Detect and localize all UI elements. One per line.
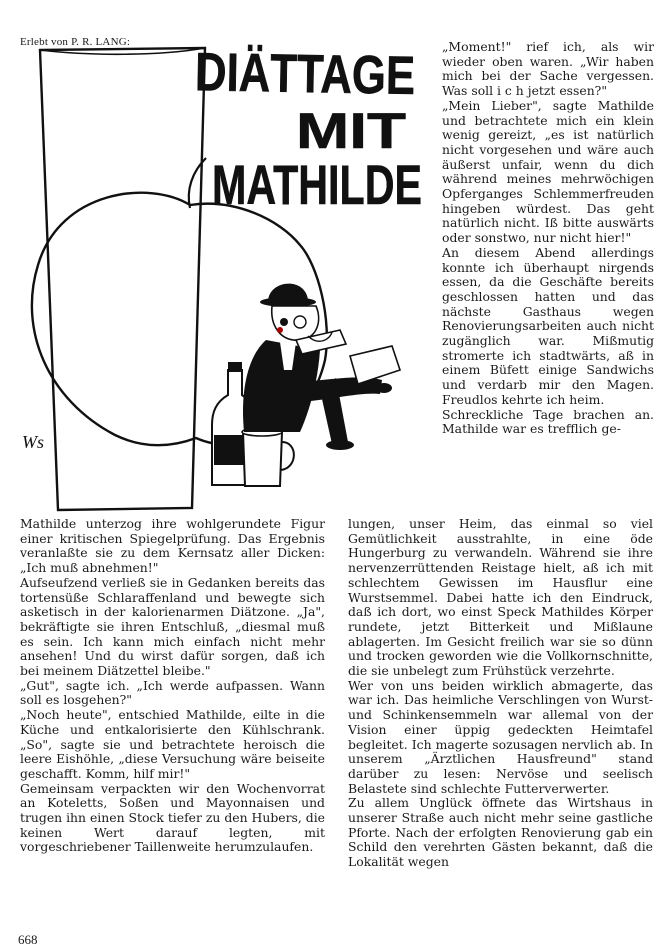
paragraph: lungen, unser Heim, das einmal so viel Gemütlichkeit ausstrahlte, in eine öde Hungerburg zu verwandeln. Während sie ihre nervenzerrüttenden Reistage hielt, aß ich mit schlechtem Gewissen im Hausflur eine Wurstsemmel. Dabei hatte ich den Eindruck, daß ich dort, wo einst Speck Mathildes Körper rundete, jetzt Bitterkeit und Mißlaune ablagerten. Im Gesicht freilich war sie so dünn und trocken geworden wie die Vollkornschnitte, die sie unbelegt zum Frühstück verzehrte.: [348, 516, 653, 679]
paragraph: „Noch heute", entschied Mathilde, eilte in die Küche und entkalorisierte den Kühlschrank. „So", sagte sie und betrachtete heroisch die leere Eishöhle, „diese Versuchung wäre beiseite geschafft. Komm, hilf mir!": [20, 707, 325, 781]
title-line-2: MIT: [296, 103, 406, 159]
paragraph: Gemeinsam verpackten wir den Wochenvorrat an Koteletts, Soßen und Mayonnaisen und trugen ihn einen Stock tiefer zu den Hubers, die keinen Wert darauf legten, mit vorgeschriebener Taillenweite herumzulaufen.: [20, 780, 325, 855]
artist-signature: Ws: [22, 432, 44, 452]
glass-outline: [40, 48, 205, 510]
paragraph: Aufseufzend verließ sie in Gedanken bereits das tortensüße Schlaraffenland und bewegte sich asketisch in der kalorienarmen Diätzone. „Ja", bekräftigte sie ihren Entschluß, „diesmal muß es sein. Ich kann mich einfach nicht mehr ansehen! Und du wirst dafür sorgen, daß ich bei meinem Diätzettel bleibe.": [20, 574, 325, 679]
paragraph: Wer von uns beiden wirklich abmagerte, das war ich. Das heimliche Verschlingen von Wurst- und Schinkensemmeln war allemal von der Vision einer üppig gedeckten Heimtafel begleitet. Ich magerte sozusagen nervlich ab. In unserem „Ärztlichen Hausfreund" stand darüber zu lesen: Nervöse und seelisch Belastete sind schlechte Futterverwerter.: [348, 677, 653, 796]
bottom-right-column: [348, 517, 653, 870]
paragraph: An diesem Abend allerdings konnte ich überhaupt nirgends essen, da die Geschäfte bereits geschlossen hatten und das nächste Gasthaus wegen Renovierungsarbeiten auch nicht zugänglich war. Mißmutig stromerte ich stadtwärts, aß in einem Büfett einige Sandwichs und verdarb mir den Magen. Freudlos kehrte ich heim.: [442, 244, 654, 407]
page-number: 668: [18, 932, 38, 947]
bottom-left-column: [20, 517, 325, 855]
title-line-3: MATHILDE: [212, 153, 422, 216]
byline: Erlebt von P. R. LANG:: [20, 36, 131, 48]
man-figure: [243, 284, 400, 450]
right-column: [442, 40, 654, 437]
paragraph: Zu allem Unglück öffnete das Wirtshaus in unserer Straße auch nicht mehr seine gastliche Pforte. Nach der erfolgten Renovierung gab ein Schild den verehrten Gästen bekannt, daß die Lokalität wegen: [348, 795, 653, 870]
title-line-1: DIÄTTAGE: [194, 42, 468, 107]
mug-icon: [242, 428, 294, 486]
paragraph: Mathilde unterzog ihre wohlgerundete Figur einer kritischen Spiegelprüfung. Das Ergebnis veranlaßte sie zu dem Kernsatz aller Dicken: „Ich muß abnehmen!": [20, 516, 325, 576]
paragraph: „Moment!" rief ich, als wir wieder oben waren. „Wir haben mich bei der Sache vergessen. Was soll i c h jetzt essen?": [442, 39, 654, 99]
paragraph: „Gut", sagte ich. „Ich werde aufpassen. Wann soll es losgehen?": [20, 677, 325, 708]
paragraph: Schreckliche Tage brachen an. Mathilde war es trefflich ge-: [442, 406, 654, 437]
paragraph: „Mein Lieber", sagte Mathilde und betrachtete mich ein klein wenig gereizt, „es ist natürlich nicht vorgesehen und wäre auch äußerst unfair, wenn du dich während meines mehrwöchigen Opferganges Schlemmerfreuden hingeben würdest. Das geht natürlich nicht. Iß bitte auswärts oder sonstwo, nur nicht hier!": [442, 97, 654, 246]
illustration: [0, 40, 468, 520]
apple-stem: [189, 158, 206, 208]
title-lettering: [194, 42, 468, 216]
